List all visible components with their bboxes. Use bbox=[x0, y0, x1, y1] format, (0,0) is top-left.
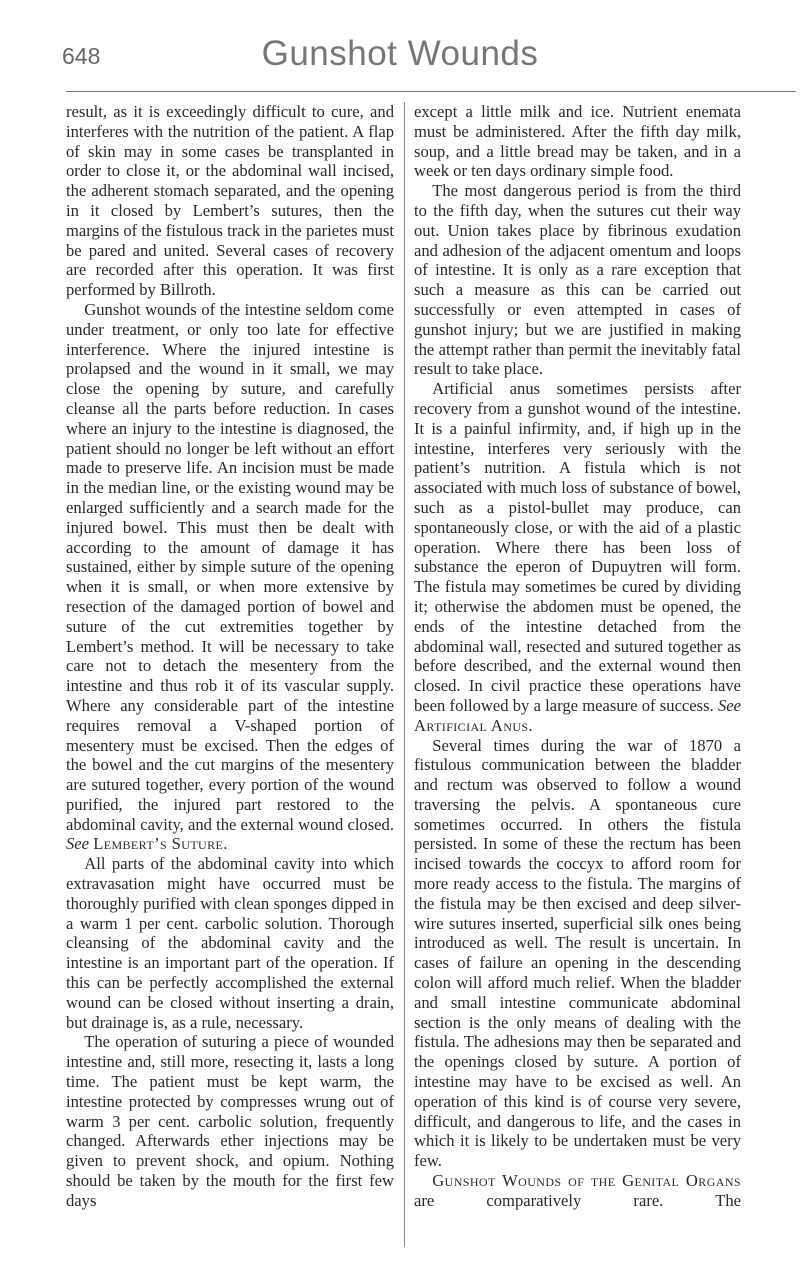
paragraph-text: Artificial anus sometimes persists after recovery from a gunshot wound of the intestine. It is a painful infirmity, and, if high up in the intestine, interferes very seriously with the patient’s nutrition. A fistula which is not associated with much loss of substance of bowel, such as a pistol-bullet may produce, can spontaneously close, or with the aid of a plastic operation. Where there has been loss of substance the eperon of Dupuytren will form. The fistula may sometimes be cured by dividing it; otherwise the abdomen must be opened, the ends of the intestine detached from the abdominal wall, resected and sutured together as before described, and the external wound then closed. In civil practice these operations have been followed by a large measure of success. bbox=[414, 379, 741, 715]
column-divider bbox=[404, 102, 405, 1247]
header-rule bbox=[66, 91, 796, 92]
left-column bbox=[66, 102, 394, 1211]
paragraph: The operation of suturing a piece of wounded intestine and, still more, resecting it, lasts a long time. The patient must be kept warm, the intestine protected by compresses wrung out of warm 3 per cent. carbolic solution, frequently changed. Afterwards ether injections may be given to prevent shock, and opium. Nothing should be taken by the mouth for the first few days bbox=[66, 1032, 394, 1210]
section-heading: Gunshot Wounds of the Genital Organs bbox=[432, 1171, 741, 1191]
cross-reference-link: Lembert’s Suture. bbox=[93, 834, 228, 854]
paragraph-text: Gunshot wounds of the intestine seldom come under treatment, or only too late for effective interference. Where the injured intestine is prolapsed and the wound in it small, we may close the opening by suture, and carefully cleanse all the parts before reduction. In cases where an injury to the intestine is diagnosed, the patient should no longer be left without an effort made to preserve life. An incision must be made in the median line, or the existing wound may be enlarged sufficiently and a search made for the injured bowel. This must then be dealt with according to the amount of damage it has sustained, either by simple suture of the opening when it is small, or when more extensive by resection of the damaged portion of bowel and suture of the cut extremities together by Lembert’s method. It will be necessary to take care not to detach the mesentery from the intestine and thus rob it of its vascular supply. Where any considerable part of the intestine requires removal a V-shaped portion of mesentery must be excised. Then the edges of the bowel and the cut margins of the mesentery are sutured together, every portion of the wound purified, the injured part restored to the abdominal cavity, and the external wound closed. bbox=[66, 299, 394, 834]
paragraph: All parts of the abdominal cavity into which extravasation might have occurred must be thoroughly purified with clean sponges dipped in a warm 1 per cent. carbolic solution. Thorough cleansing of the abdominal cavity and the intestine is an important part of the operation. If this can be perfectly accomplished the external wound can be closed without inserting a drain, but drainage is, as a rule, necessary. bbox=[66, 854, 394, 1032]
see-reference: See bbox=[717, 695, 741, 715]
paragraph bbox=[66, 300, 394, 854]
paragraph: except a little milk and ice. Nutrient enemata must be administered. After the fifth day milk, soup, and a little bread may be taken, and in a week or ten days ordinary simple food. bbox=[414, 102, 741, 181]
paragraph: result, as it is exceedingly difficult to cure, and interferes with the nutrition of the patient. A flap of skin may in some cases be transplanted in order to close it, or the abdominal wall incised, the adherent stomach separated, and the opening in it closed by Lembert’s sutures, then the margins of the fistulous track in the parietes must be pared and united. Several cases of recovery are recorded after this operation. It was first performed by Billroth. bbox=[66, 102, 394, 300]
paragraph-text: are comparatively rare. The bbox=[414, 1190, 741, 1210]
page-header bbox=[0, 0, 800, 100]
page-number: 648 bbox=[62, 43, 101, 69]
paragraph: The most dangerous period is from the third to the fifth day, when the sutures cut their way out. Union takes place by fibrinous exudation and adhesion of the adjacent omentum and loops of intestine. It is only as a rare exception that such a measure as this can be carried out successfully or even attempted in cases of gunshot injury; but we are justified in making the attempt rather than permit the inevitably fatal result to take place. bbox=[414, 181, 741, 379]
paragraph bbox=[414, 1171, 741, 1211]
running-title: Gunshot Wounds bbox=[261, 34, 539, 73]
see-reference: See bbox=[66, 834, 90, 854]
cross-reference-link: Artificial Anus. bbox=[414, 715, 534, 735]
paragraph: Several times during the war of 1870 a fistulous communication between the bladder and rectum was observed to follow a wound traversing the pelvis. A spontaneous cure sometimes occurred. In others the fistula persisted. In some of these the rectum has been incised towards the coccyx to afford room for more ready access to the fistula. The margins of the fistula may be then excised and deep silver-wire sutures inserted, superficial silk ones being introduced as well. The result is uncertain. In cases of failure an opening in the descending colon will afford much relief. When the bladder and small intestine communicate abdominal section is the only means of dealing with the fistula. The adhesions may then be separated and the openings closed by suture. A portion of intestine may have to be excised as well. An operation of this kind is of course very severe, difficult, and dangerous to life, and the cases in which it is likely to be undertaken must be very few. bbox=[414, 735, 741, 1171]
right-column bbox=[414, 102, 741, 1211]
paragraph bbox=[414, 379, 741, 735]
